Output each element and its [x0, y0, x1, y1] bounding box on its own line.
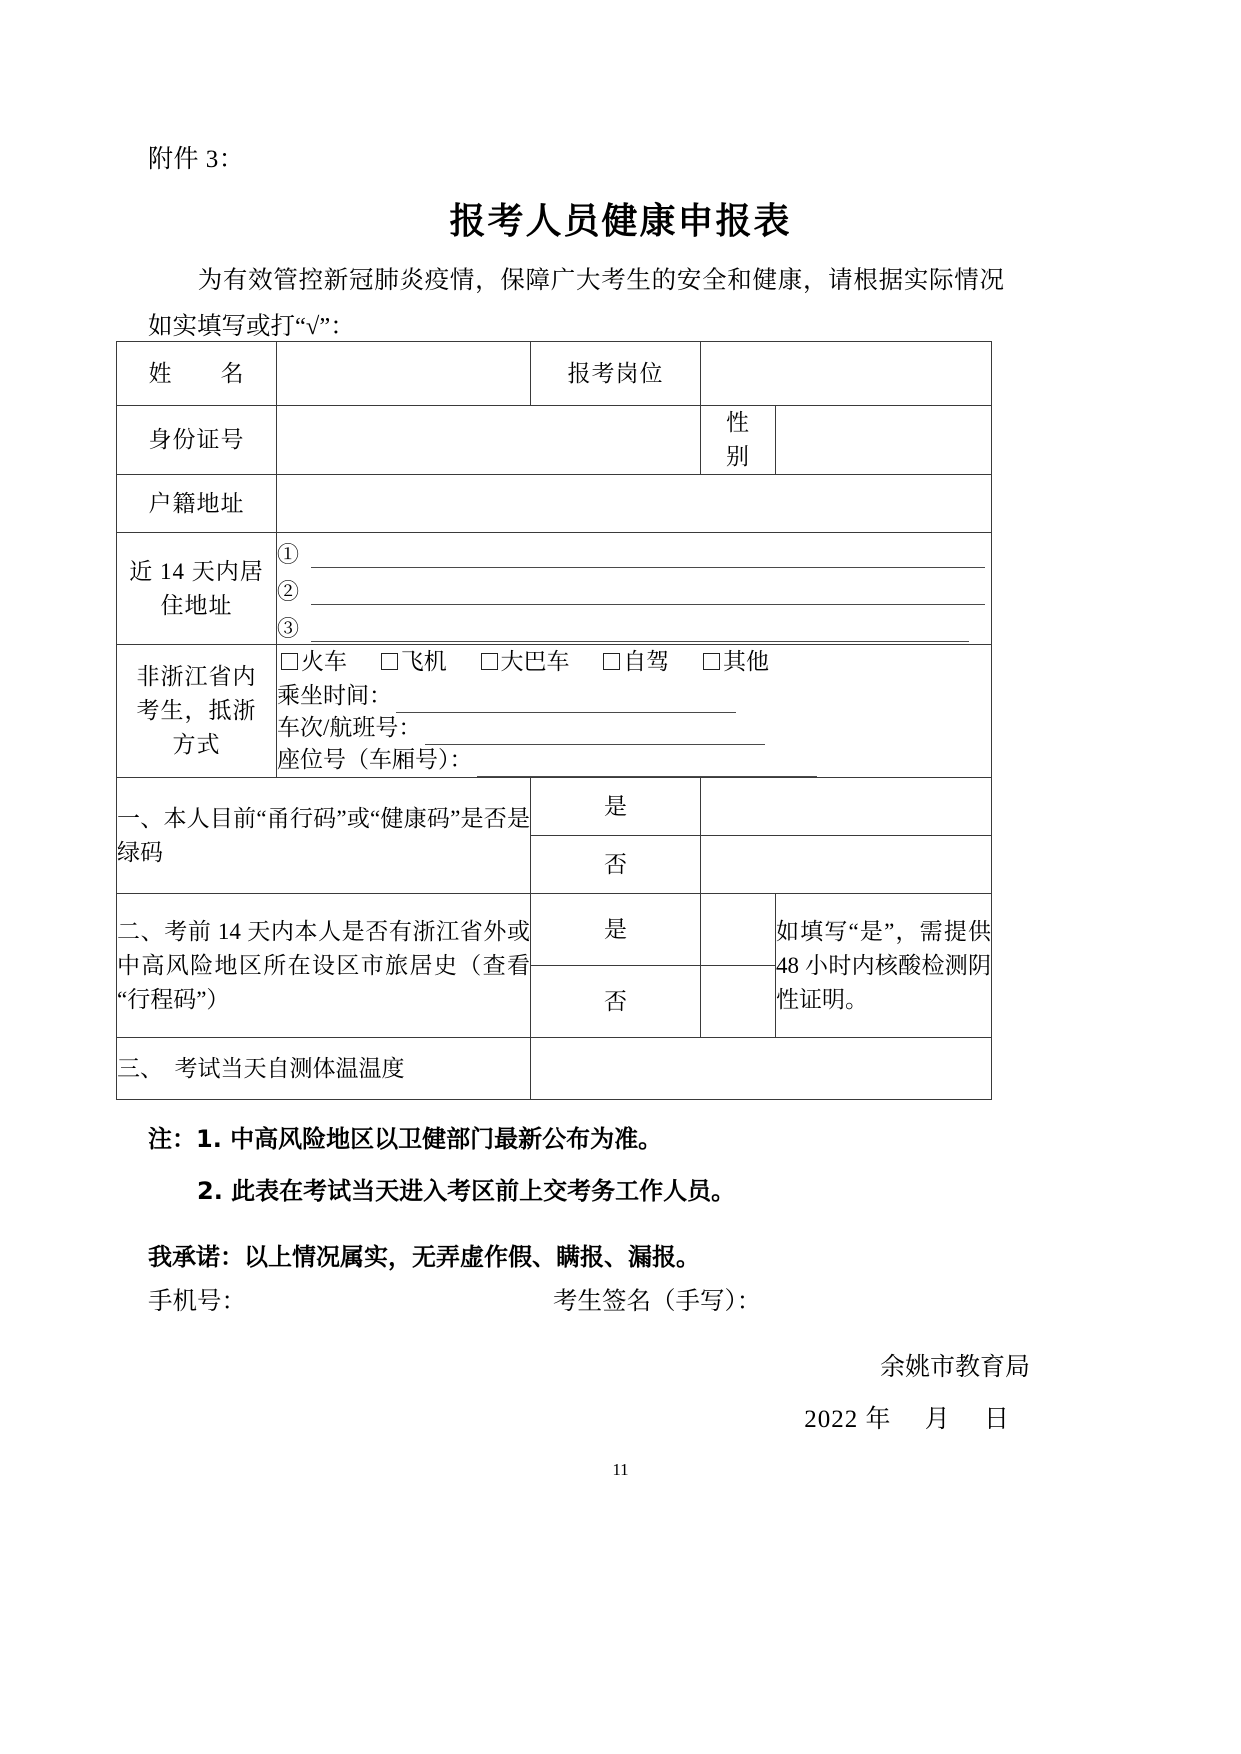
position-value[interactable] — [701, 342, 992, 406]
checkbox-other[interactable] — [703, 645, 769, 679]
name-label: 姓 名 — [117, 342, 277, 406]
travel-label-line-1: 非浙江省内 — [136, 664, 257, 689]
checkbox-bus-label: 大巴车 — [500, 649, 570, 674]
health-declaration-table — [116, 341, 992, 1100]
q3-value[interactable] — [531, 1038, 992, 1100]
address14-input-2[interactable] — [311, 581, 985, 605]
issuer-name: 余姚市教育局 — [879, 1354, 1030, 1381]
signature-label: 考生签名（手写）： — [553, 1288, 762, 1315]
q1-yes-value[interactable] — [701, 778, 992, 836]
address14-label-line-1: 近 14 天内居 — [129, 558, 264, 584]
travel-time-label: 乘坐时间： — [277, 683, 392, 708]
checkbox-self-drive[interactable] — [603, 645, 669, 679]
checkbox-box-icon — [381, 653, 398, 670]
checkbox-box-icon — [281, 653, 298, 670]
address14-label-line-2: 住地址 — [160, 592, 233, 618]
travel-time-input[interactable] — [396, 690, 736, 713]
table-row-address14 — [117, 533, 992, 645]
hukou-value[interactable] — [277, 475, 992, 533]
table-row-name — [117, 342, 992, 406]
attachment-label: 附件 3： — [148, 146, 245, 173]
checkbox-self-drive-label: 自驾 — [623, 649, 670, 674]
note-2: 2. 此表在考试当天进入考区前上交考务工作人员。 — [197, 1177, 736, 1205]
address14-bullet-3: ③ — [277, 616, 300, 641]
travel-label — [117, 645, 277, 778]
travel-label-line-3: 方式 — [172, 732, 221, 757]
id-value[interactable] — [277, 406, 701, 475]
name-value[interactable] — [277, 342, 531, 406]
travel-seat-field — [277, 745, 991, 777]
page-number: 11 — [612, 1460, 629, 1479]
table-row-travel — [117, 645, 992, 778]
checkbox-plane[interactable] — [381, 645, 447, 679]
table-row-q3 — [117, 1038, 992, 1100]
checkbox-plane-label: 飞机 — [400, 649, 447, 674]
intro-line-1: 为有效管控新冠肺炎疫情，保障广大考生的安全和健康，请根据实际情况如实 — [148, 267, 1004, 340]
address14-bullet-1: ① — [277, 542, 300, 567]
address14-row-2 — [277, 570, 991, 605]
checkbox-train-label: 火车 — [301, 649, 347, 674]
address14-label — [117, 533, 277, 645]
table-row-q1-yes — [117, 778, 992, 836]
q1-no-value[interactable] — [701, 836, 992, 894]
position-label: 报考岗位 — [531, 342, 701, 406]
table-row-id — [117, 406, 992, 475]
gender-value[interactable] — [776, 406, 992, 475]
travel-number-field — [277, 713, 991, 745]
q2-no-value[interactable] — [701, 966, 776, 1038]
travel-number-input[interactable] — [425, 722, 765, 745]
intro-line-2: 填写或打“√”： — [197, 313, 355, 340]
travel-number-label: 车次/航班号： — [277, 715, 422, 740]
hukou-label: 户籍地址 — [117, 475, 277, 533]
notes-block — [148, 1113, 1008, 1283]
gender-label: 性 别 — [701, 406, 776, 475]
checkbox-train[interactable] — [281, 645, 347, 679]
address14-input-3[interactable] — [311, 618, 969, 642]
address14-row-3 — [277, 607, 991, 642]
table-row-hukou — [117, 475, 992, 533]
travel-seat-label: 座位号（车厢号）： — [277, 747, 473, 772]
phone-label: 手机号： — [148, 1288, 246, 1315]
q1-no-label: 否 — [531, 836, 701, 894]
q2-text: 二、考前 14 天内本人是否有浙江省外或中高风险地区所在设区市旅居史（查看“行程码”） — [117, 894, 531, 1038]
checkbox-other-label: 其他 — [723, 649, 769, 674]
address14-input-1[interactable] — [311, 544, 985, 568]
q2-yes-label: 是 — [531, 894, 701, 966]
page-title: 报考人员健康申报表 — [449, 201, 792, 242]
issue-date: 2022 年 月 日 — [804, 1406, 1010, 1433]
address14-bullet-2: ② — [277, 579, 300, 604]
q2-yes-value[interactable] — [701, 894, 776, 966]
q3-text: 三、 考试当天自测体温温度 — [117, 1038, 531, 1100]
promise-statement: 我承诺：以上情况属实，无弄虚作假、瞒报、漏报。 — [148, 1243, 700, 1271]
checkbox-box-icon — [481, 653, 498, 670]
travel-label-line-2: 考生，抵浙 — [136, 698, 257, 723]
checkbox-box-icon — [703, 653, 720, 670]
checkbox-bus[interactable] — [481, 645, 570, 679]
travel-seat-input[interactable] — [477, 754, 817, 777]
transport-checkbox-group — [277, 645, 991, 679]
travel-body — [277, 645, 992, 778]
table-row-q2-yes — [117, 894, 992, 966]
id-label: 身份证号 — [117, 406, 277, 475]
q2-note: 如填写“是”，需提供 48 小时内核酸检测阴性证明。 — [776, 894, 992, 1038]
note-1: 注：1. 中高风险地区以卫健部门最新公布为准。 — [148, 1125, 663, 1153]
address14-row-1 — [277, 533, 991, 568]
address14-entries — [277, 533, 992, 645]
travel-time-field — [277, 681, 991, 713]
q2-no-label: 否 — [531, 966, 701, 1038]
intro-paragraph — [148, 258, 1004, 350]
checkbox-box-icon — [603, 653, 620, 670]
q1-yes-label: 是 — [531, 778, 701, 836]
q1-text: 一、本人目前“甬行码”或“健康码”是否是绿码 — [117, 778, 531, 894]
